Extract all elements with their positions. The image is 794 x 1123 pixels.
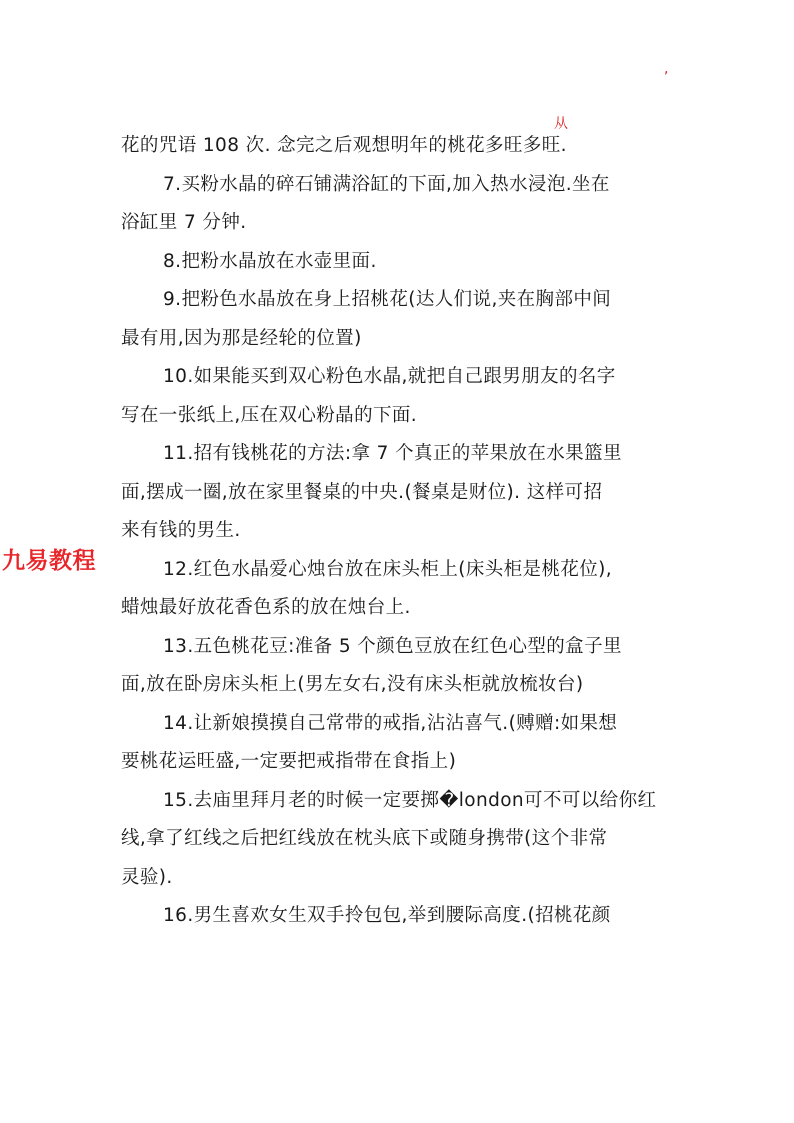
text-line: 线,拿了红线之后把红线放在枕头底下或随身携带(这个非常: [121, 828, 608, 849]
text-line: 9.把粉色水晶放在身上招桃花(达人们说,夹在胸部中间: [163, 289, 612, 310]
text-line: 花的咒语 108 次. 念完之后观想明年的桃花多旺多旺.: [121, 135, 567, 156]
document-body: [121, 127, 677, 936]
text-line: 灵验).: [121, 866, 173, 888]
text-line: 要桃花运旺盛,一定要把戒指带在食指上): [121, 751, 457, 772]
watermark-logo-text: 九易教程: [2, 548, 96, 574]
text-line: 7.买粉水晶的碎石铺满浴缸的下面,加入热水浸泡.坐在: [163, 173, 610, 195]
text-line: 最有用,因为那是经轮的位置): [121, 327, 362, 349]
text-line: 蜡烛最好放花香色系的放在烛台上.: [121, 597, 411, 618]
text-line: 11.招有钱桃花的方法:拿 7 个真正的苹果放在水果篮里: [163, 443, 622, 464]
text-line: 写在一张纸上,压在双心粉晶的下面.: [121, 404, 418, 426]
text-line: 16.男生喜欢女生双手拎包包,举到腰际高度.(招桃花颜: [163, 905, 611, 926]
text-line: 12.红色水晶爱心烛台放在床头柜上(床头柜是桃花位),: [163, 558, 613, 580]
text-line: 面,放在卧房床头柜上(男左女右,没有床头柜就放梳妆台): [121, 674, 584, 695]
edit-insert-mark: 从: [554, 116, 568, 132]
text-line: 13.五色桃花豆:准备 5 个颜色豆放在红色心型的盒子里: [163, 635, 622, 657]
text-line: 浴缸里 7 分钟.: [121, 212, 247, 233]
text-line: 8.把粉水晶放在水壶里面.: [163, 250, 377, 272]
text-line: 15.去庙里拜月老的时候一定要掷�london可不可以给你红: [163, 789, 657, 811]
text-line: 10.如果能买到双心粉色水晶,就把自己跟男朋友的名字: [163, 366, 616, 387]
text-line: 14.让新娘摸摸自己常带的戒指,沾沾喜气.(赙赠:如果想: [163, 712, 618, 734]
text-line: 来有钱的男生.: [121, 520, 241, 541]
text-line: 面,摆成一圈,放在家里餐桌的中央.(餐桌是财位). 这样可招: [121, 481, 603, 503]
edit-comma-mark: ,: [664, 61, 669, 77]
